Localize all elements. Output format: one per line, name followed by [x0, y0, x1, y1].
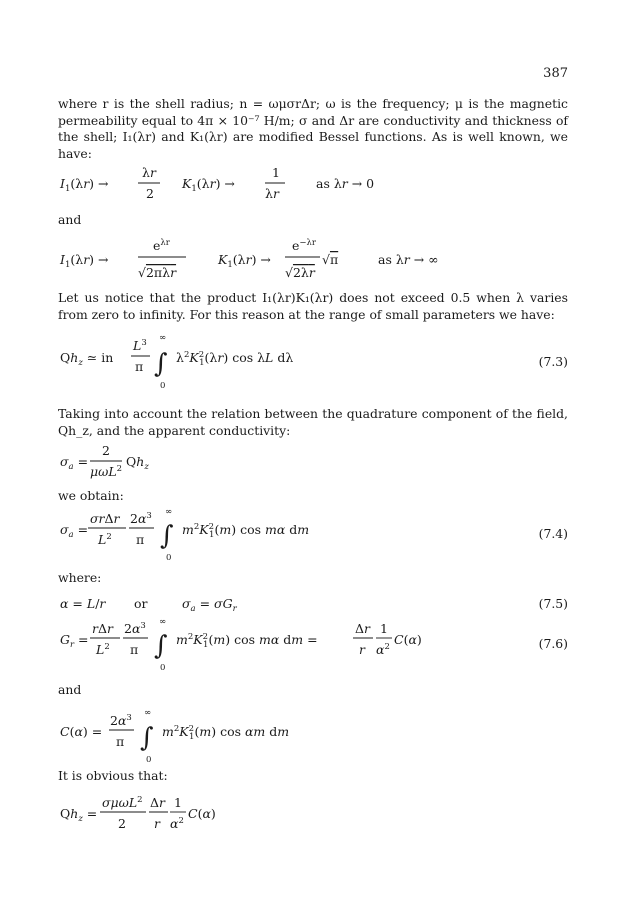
- svg-text:C(α): C(α): [188, 806, 216, 821]
- page-number: 387: [543, 66, 568, 81]
- equation-c-alpha: [58, 702, 568, 766]
- equation-number-7-6: (7.6): [538, 636, 568, 651]
- svg-text:∞: ∞: [159, 617, 167, 627]
- svg-text:σμωL2: σμωL$^2$: [102, 795, 143, 810]
- svg-text:π: π: [130, 642, 139, 657]
- svg-text:σa =: $\sigma_a$ =: [60, 522, 89, 540]
- svg-text:1: 1: [272, 165, 280, 180]
- equation-7-5: [58, 594, 568, 616]
- svg-text:∫: ∫: [140, 723, 154, 753]
- equation-qhz-final: [58, 792, 568, 840]
- equation-qhz-final-svg: [58, 792, 358, 840]
- equation-7-4-svg: [58, 504, 528, 568]
- equation-c-alpha-svg: [58, 702, 458, 766]
- paragraph-we-obtain: we obtain:: [58, 488, 124, 503]
- paragraph-where: where:: [58, 570, 102, 585]
- equation-apparent-conductivity-svg: [58, 442, 358, 486]
- svg-text:2α3: $2\alpha^3$: [124, 621, 146, 636]
- svg-text:0: 0: [146, 755, 152, 765]
- svg-text:√π: √π: [322, 252, 339, 267]
- equation-7-3: [58, 328, 568, 396]
- svg-text:α = L/r: α = L/r: [60, 596, 106, 611]
- svg-text:Qhz =: $Qh_z$ =: [60, 806, 98, 824]
- svg-text:as λr → 0: as λr → 0: [316, 176, 375, 191]
- svg-text:2: 2: [146, 186, 154, 201]
- svg-text:K1(λr) →: $K_1(\lambda r)$ →: [218, 252, 271, 270]
- svg-text:λr: λr: [142, 165, 156, 180]
- svg-text:√2λr: √2λr: [285, 265, 315, 280]
- svg-text:2: 2: [118, 816, 126, 831]
- equation-7-6-svg: [58, 614, 528, 678]
- svg-text:C(α): C(α): [394, 632, 422, 647]
- svg-text:λ2K21(λr) cos λL dλ: $\lambda^2K^2$ 1(λr) cos λL dλ: [176, 350, 294, 368]
- equation-number-7-3: (7.3): [538, 354, 568, 369]
- svg-text:π: π: [135, 359, 144, 374]
- svg-text:K1(λr) →: $K_1(\lambda r)$ →: [182, 176, 235, 194]
- paragraph-definitions: where r is the shell radius; n = ωμσrΔr; ω is the frequency; μ is the magnetic permeability equal to 4π × 10⁻⁷ H/m; σ and Δr are conductivity and thickness of the shell; I₁(λr) and K₁(λr) are modified Bessel functions. As is well known, we have:: [58, 96, 568, 161]
- svg-text:σrΔr: σrΔr: [90, 511, 120, 526]
- svg-text:σa =: $\sigma_a$ =: [60, 454, 89, 472]
- paragraph-and-1: and: [58, 212, 82, 227]
- equation-number-7-4: (7.4): [538, 526, 568, 541]
- equation-apparent-conductivity: [58, 442, 568, 486]
- svg-text:I1(λr) →: $I_1(\lambda r)$ →: [60, 252, 109, 270]
- equation-7-6: [58, 614, 568, 678]
- svg-text:Gr =: $G_r$ =: [60, 632, 89, 650]
- svg-text:μωL2: μωL$^2$: [90, 464, 123, 479]
- svg-text:2: 2: [102, 443, 110, 458]
- equation-large-argument: [58, 232, 568, 292]
- paragraph-quadrature-relation: Taking into account the relation between the quadrature component of the field, Qh_z, and the apparent conductivity:: [58, 406, 568, 438]
- svg-text:0: 0: [166, 553, 172, 563]
- svg-text:2α3: $2\alpha^3$: [110, 713, 132, 728]
- svg-text:λr: λr: [265, 186, 279, 201]
- svg-text:∫: ∫: [154, 631, 168, 661]
- svg-text:√2πλr: √2πλr: [138, 265, 177, 280]
- paragraph-and-2: and: [58, 682, 82, 697]
- svg-text:σa = σGr: $\sigma_a = \sigma G_r$: [182, 596, 237, 614]
- svg-text:π: π: [136, 532, 145, 547]
- svg-text:0: 0: [160, 663, 166, 673]
- svg-text:∞: ∞: [165, 507, 173, 517]
- svg-text:C(α) =: C(α) =: [60, 724, 103, 739]
- svg-text:Δr: Δr: [355, 621, 371, 636]
- svg-text:e−λr: $e^{-\lambda r}$: [292, 238, 316, 253]
- svg-text:m2K21(m) cos mα dm =: $m^2K^2$ 1(m) cos mα dm =: [176, 632, 318, 650]
- svg-text:L2: $L^2$: [96, 642, 110, 657]
- svg-text:∞: ∞: [159, 333, 167, 343]
- paragraph-obvious: It is obvious that:: [58, 768, 168, 783]
- equation-number-7-5: (7.5): [538, 596, 568, 611]
- equation-7-5-svg: [58, 594, 358, 616]
- svg-text:r: r: [359, 642, 365, 657]
- svg-text:∞: ∞: [144, 708, 152, 718]
- svg-text:2α3: $2\alpha^3$: [130, 511, 152, 526]
- svg-text:r: r: [154, 816, 160, 831]
- svg-text:∫: ∫: [160, 521, 174, 551]
- svg-text:π: π: [116, 734, 125, 749]
- svg-text:1: 1: [380, 621, 388, 636]
- svg-text:α2: $\alpha^2$: [170, 816, 184, 831]
- svg-text:Δr: Δr: [150, 795, 166, 810]
- svg-text:α2: $\alpha^2$: [376, 642, 390, 657]
- svg-text:as λr → ∞: as λr → ∞: [378, 252, 439, 267]
- equation-7-4: [58, 504, 568, 568]
- svg-text:1: 1: [174, 795, 182, 810]
- paragraph-product-note: Let us notice that the product I₁(λr)K₁(λr) does not exceed 0.5 when λ varies from zero to infinity. For this reason at the range of small parameters we have:: [58, 290, 568, 322]
- svg-text:L3: $L^3$: [133, 338, 147, 353]
- svg-text:0: 0: [160, 381, 166, 391]
- svg-text:∫: ∫: [154, 349, 168, 379]
- svg-text:or: or: [134, 596, 148, 611]
- svg-text:I1(λr) →: $I_1(\lambda r)$ →: [60, 176, 109, 194]
- svg-text:eλr: $e^{\lambda r}$: [153, 238, 170, 253]
- equation-small-argument-svg: [58, 160, 568, 220]
- svg-text:Qhz: $Qh_z$: [126, 454, 149, 472]
- svg-text:Qhz ≃ in: $Qh_z$ ≃ in: [60, 350, 114, 368]
- equation-7-3-svg: [58, 328, 528, 396]
- svg-text:m2K21(m) cos αm dm: $m^2K^2$ 1(m) cos αm dm: [162, 724, 290, 742]
- svg-text:rΔr: rΔr: [92, 621, 113, 636]
- equation-small-argument: [58, 160, 568, 220]
- svg-text:L2: $L^2$: [98, 532, 112, 547]
- equation-large-argument-svg: [58, 232, 568, 292]
- svg-text:m2K21(m) cos mα dm: $m^2K^2$ 1(m) cos mα dm: [182, 522, 310, 540]
